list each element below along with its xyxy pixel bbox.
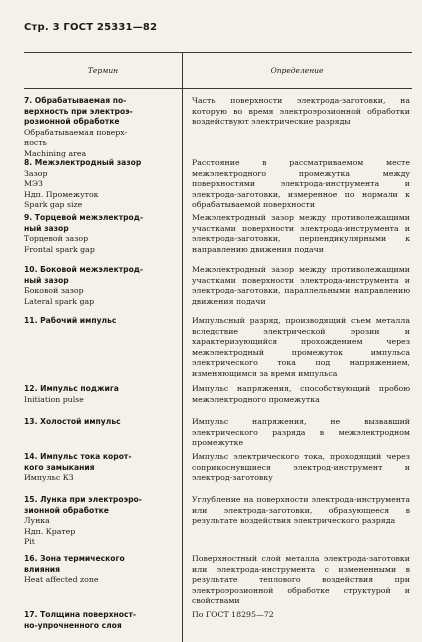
table-header-rule [24, 88, 412, 89]
term-title: кого замыкания [24, 462, 95, 472]
term-synonym: Зазор [24, 168, 48, 178]
term-synonym: Ндп. Промежуток [24, 189, 99, 199]
term-title: зионной обработке [24, 505, 109, 515]
term-synonym: Initiation pulse [24, 394, 84, 404]
page-header: Стр. 3 ГОСТ 25331—82 [24, 22, 158, 33]
term-cell [24, 96, 174, 159]
term-cell [24, 610, 174, 631]
term-title: 10. Боковой межэлектрод- [24, 265, 144, 274]
column-header-term: Термин [87, 66, 119, 75]
term-cell [24, 213, 174, 255]
definition-cell: Импульс напряжения, не вызвавший электрического разряда в межэлектродном промежутке [192, 417, 410, 447]
definition-cell: Импульс электрического тока, проходящий через соприкоснувшиеся электрод-инструмент и электрод-заготовку [192, 452, 410, 482]
term-title: 16. Зона термического [24, 554, 125, 563]
term-cell [24, 495, 174, 548]
term-title: 15. Лунка при электроэро- [24, 495, 142, 504]
term-title: 9. Торцевой межэлектрод- [24, 213, 144, 222]
term-synonym: Frontal spark gap [24, 244, 95, 254]
term-cell [24, 158, 174, 211]
term-title: 8. Межэлектродный зазор [24, 158, 142, 167]
definition-cell: Межэлектродный зазор между противолежащими участками поверхности электрода-инструмента и электрода-заготовки, параллельными направлению движения подачи [192, 265, 410, 306]
term-synonym: ность [24, 138, 47, 147]
term-title: 14. Импульс тока корот- [24, 452, 132, 461]
term-title: 17. Толщина поверхност- [24, 610, 137, 619]
definition-cell: По ГОСТ 18295—72 [192, 610, 274, 619]
term-title: розионной обработке [24, 117, 120, 126]
term-synonym: Heat affected zone [24, 575, 99, 584]
term-cell [24, 417, 174, 428]
term-title: но-упрочненного слоя [24, 620, 122, 630]
table-top-rule [24, 52, 412, 53]
term-title: ный зазор [24, 275, 69, 285]
term-title: влияния [24, 564, 61, 574]
term-synonym: Spark gap size [24, 200, 83, 209]
term-synonym: Торцевой зазор [24, 234, 89, 243]
table-column-divider [182, 52, 183, 642]
definition-cell: Межэлектродный зазор между противолежащими участками поверхности электрода-инструмента и электрода-заготовки, перпендикулярными к направлению движения подачи [192, 213, 410, 254]
term-title: 13. Холостой импульс [24, 417, 121, 426]
term-synonym: Импульс КЗ [24, 473, 74, 482]
term-cell [24, 265, 174, 307]
term-synonym: Machining area [24, 148, 87, 158]
term-synonym: МЭЗ [24, 179, 43, 188]
term-title: 11. Рабочий импульс [24, 316, 117, 325]
definition-cell: Расстояние в рассматриваемом месте межэлектродного промежутка между поверхностями электрода-инструмента и электрода-заготовки, измеренное по нормали к обрабатываемой поверхности [192, 158, 410, 209]
column-header-definition: Определение [270, 66, 324, 75]
term-title: верхность при электроэ- [24, 106, 133, 116]
term-title: ный зазор [24, 223, 69, 233]
term-cell [24, 384, 174, 405]
term-cell [24, 316, 174, 327]
term-title: 12. Импульс поджига [24, 384, 119, 393]
term-cell [24, 554, 174, 586]
definition-cell: Часть поверхности электрода-заготовки, на которую во время электроэрозионной обработки воздействуют электрические разряды [192, 96, 410, 126]
term-synonym: Pit [24, 537, 35, 546]
term-cell [24, 452, 174, 484]
term-synonym: Ндп. Кратер [24, 526, 76, 536]
term-title: 7. Обрабатываемая по- [24, 96, 127, 105]
definition-cell: Импульс напряжения, способствующий пробою межэлектродного промежутка [192, 384, 410, 404]
term-synonym: Боковой зазор [24, 286, 84, 295]
definition-cell: Поверхностный слой металла электрода-заготовки или электрода-инструмента с измененными в результате теплового воздействия при электроэрозионной обработке структурой и свойствами [192, 554, 410, 605]
term-synonym: Lateral spark gap [24, 296, 95, 306]
term-synonym: Лунка [24, 516, 50, 525]
definition-cell: Углубление на поверхности электрода-инструмента или электрода-заготовки, образующееся в результате воздействия электрического разряда [192, 495, 410, 525]
definition-cell: Импульсный разряд, производящий съем металла вследствие электрической эрозии и характеризующийся прохождением через межэлектродный промежуток импульса электрического тока под напряжением, изменяющимся за время импульса [192, 316, 410, 378]
term-synonym: Обрабатываемая поверх- [24, 127, 128, 137]
